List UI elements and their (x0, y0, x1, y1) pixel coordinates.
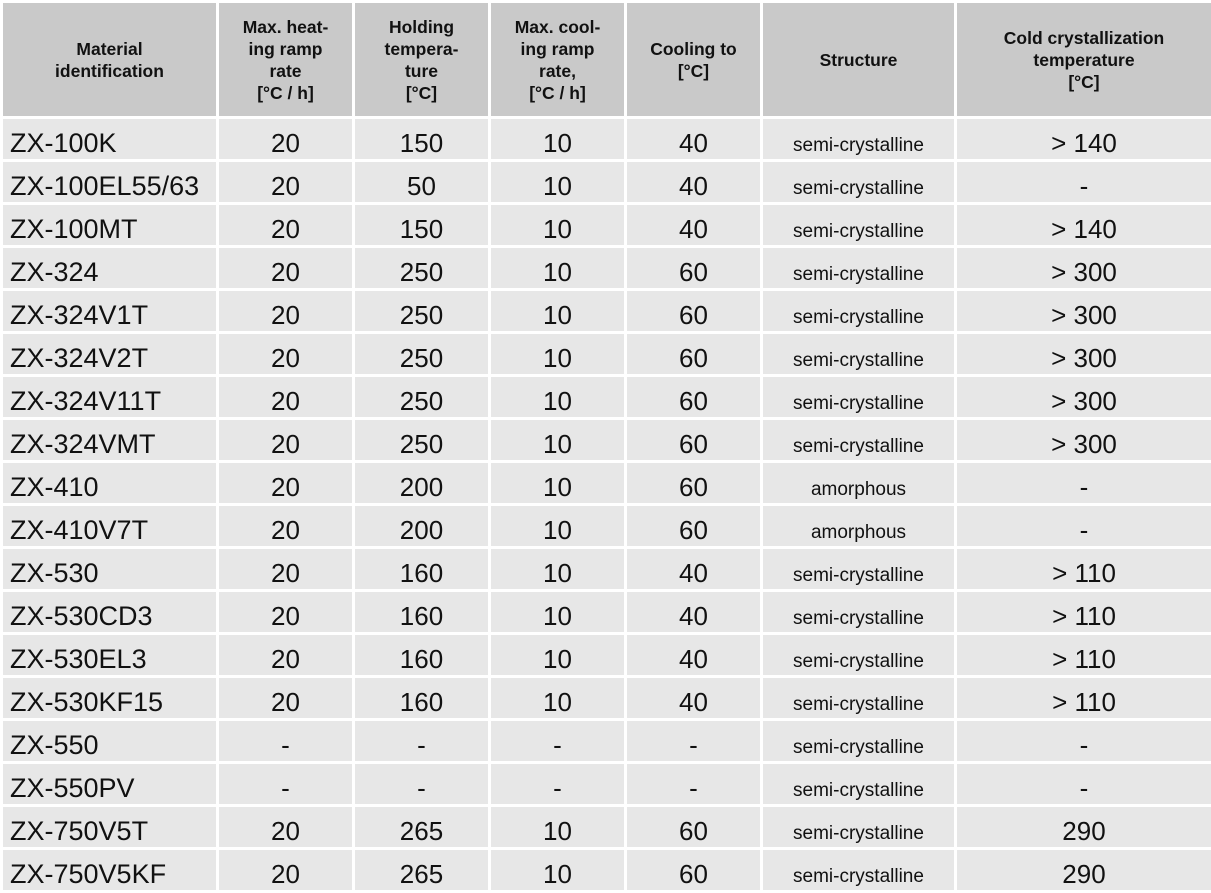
table-row (3, 506, 1211, 546)
table-row (3, 721, 1211, 761)
cooling-ramp-cell: - (491, 764, 624, 804)
heating-ramp-cell: 20 (219, 807, 352, 847)
material-id-cell: ZX-410 (3, 463, 216, 503)
cold-crystallization-cell: > 140 (957, 119, 1211, 159)
cold-crystallization-cell: > 110 (957, 549, 1211, 589)
cold-crystallization-cell: > 300 (957, 377, 1211, 417)
cold-crystallization-cell: - (957, 463, 1211, 503)
header-holding-temperature (355, 3, 488, 116)
table-row (3, 248, 1211, 288)
cooling-to-cell: 40 (627, 162, 760, 202)
holding-temp-cell: 50 (355, 162, 488, 202)
cooling-ramp-cell: 10 (491, 807, 624, 847)
structure-cell: amorphous (763, 506, 954, 546)
header-row (3, 3, 1211, 116)
header-line: Structure (819, 49, 898, 70)
structure-cell: semi-crystalline (763, 334, 954, 374)
cooling-to-cell: 40 (627, 592, 760, 632)
cold-crystallization-cell: - (957, 162, 1211, 202)
material-id-cell: ZX-750V5T (3, 807, 216, 847)
table-row (3, 420, 1211, 460)
cooling-ramp-cell: 10 (491, 162, 624, 202)
structure-cell: semi-crystalline (763, 119, 954, 159)
heating-ramp-cell: 20 (219, 334, 352, 374)
holding-temp-cell: 160 (355, 678, 488, 718)
cooling-ramp-cell: 10 (491, 248, 624, 288)
table-row (3, 119, 1211, 159)
heating-ramp-cell: 20 (219, 119, 352, 159)
material-id-cell: ZX-410V7T (3, 506, 216, 546)
header-line: [°C] (1068, 71, 1100, 92)
structure-cell: semi-crystalline (763, 635, 954, 675)
table-row (3, 291, 1211, 331)
header-line: ing ramp (520, 38, 595, 59)
cooling-ramp-cell: 10 (491, 205, 624, 245)
table-body (3, 119, 1211, 890)
cooling-to-cell: 40 (627, 549, 760, 589)
table-row (3, 850, 1211, 890)
cooling-to-cell: 60 (627, 420, 760, 460)
material-id-cell: ZX-100EL55/63 (3, 162, 216, 202)
cooling-ramp-cell: 10 (491, 592, 624, 632)
cold-crystallization-cell: 290 (957, 850, 1211, 890)
header-line: Max. heat- (242, 16, 329, 37)
structure-cell: semi-crystalline (763, 850, 954, 890)
header-line: identification (55, 60, 164, 81)
cooling-ramp-cell: 10 (491, 377, 624, 417)
cold-crystallization-cell: - (957, 764, 1211, 804)
heating-ramp-cell: 20 (219, 850, 352, 890)
material-id-cell: ZX-324 (3, 248, 216, 288)
structure-cell: semi-crystalline (763, 549, 954, 589)
holding-temp-cell: 250 (355, 377, 488, 417)
table-row (3, 592, 1211, 632)
material-id-cell: ZX-100K (3, 119, 216, 159)
header-line: Cold crystallization (1003, 27, 1165, 48)
heating-ramp-cell: 20 (219, 463, 352, 503)
holding-temp-cell: 160 (355, 549, 488, 589)
header-line: rate, (539, 60, 576, 81)
material-id-cell: ZX-530CD3 (3, 592, 216, 632)
cooling-to-cell: - (627, 764, 760, 804)
heating-ramp-cell: - (219, 721, 352, 761)
structure-cell: semi-crystalline (763, 248, 954, 288)
holding-temp-cell: 250 (355, 420, 488, 460)
cold-crystallization-cell: > 300 (957, 420, 1211, 460)
holding-temp-cell: 160 (355, 635, 488, 675)
cooling-ramp-cell: 10 (491, 549, 624, 589)
cooling-to-cell: 60 (627, 291, 760, 331)
heating-ramp-cell: 20 (219, 377, 352, 417)
cooling-ramp-cell: 10 (491, 291, 624, 331)
header-line: ture (404, 60, 439, 81)
header-max-cooling-ramp-rate (491, 3, 624, 116)
heating-ramp-cell: 20 (219, 291, 352, 331)
cooling-ramp-cell: 10 (491, 678, 624, 718)
cold-crystallization-cell: > 300 (957, 291, 1211, 331)
header-line: temperature (1033, 49, 1135, 70)
table-row (3, 334, 1211, 374)
heating-ramp-cell: 20 (219, 635, 352, 675)
cooling-to-cell: 40 (627, 119, 760, 159)
holding-temp-cell: 250 (355, 248, 488, 288)
holding-temp-cell: 265 (355, 850, 488, 890)
table-row (3, 549, 1211, 589)
material-id-cell: ZX-550PV (3, 764, 216, 804)
cooling-ramp-cell: 10 (491, 420, 624, 460)
header-structure (763, 3, 954, 116)
structure-cell: semi-crystalline (763, 807, 954, 847)
header-line: [°C] (677, 60, 710, 81)
cooling-to-cell: 60 (627, 850, 760, 890)
heating-ramp-cell: 20 (219, 162, 352, 202)
holding-temp-cell: 200 (355, 463, 488, 503)
heating-ramp-cell: 20 (219, 592, 352, 632)
heating-ramp-cell: - (219, 764, 352, 804)
cold-crystallization-cell: > 110 (957, 592, 1211, 632)
cooling-ramp-cell: 10 (491, 463, 624, 503)
holding-temp-cell: 200 (355, 506, 488, 546)
table-row (3, 678, 1211, 718)
table-row (3, 377, 1211, 417)
cooling-ramp-cell: 10 (491, 119, 624, 159)
cooling-ramp-cell: 10 (491, 850, 624, 890)
cooling-ramp-cell: - (491, 721, 624, 761)
header-cold-crystallization-temperature (957, 3, 1211, 116)
structure-cell: semi-crystalline (763, 592, 954, 632)
material-id-cell: ZX-324V11T (3, 377, 216, 417)
header-line: Cooling to (650, 38, 737, 59)
table-row (3, 205, 1211, 245)
holding-temp-cell: 250 (355, 334, 488, 374)
holding-temp-cell: - (355, 764, 488, 804)
heating-ramp-cell: 20 (219, 205, 352, 245)
header-line: [°C / h] (257, 82, 314, 103)
material-id-cell: ZX-750V5KF (3, 850, 216, 890)
cooling-to-cell: 60 (627, 248, 760, 288)
holding-temp-cell: 265 (355, 807, 488, 847)
structure-cell: semi-crystalline (763, 291, 954, 331)
heating-ramp-cell: 20 (219, 420, 352, 460)
material-id-cell: ZX-324VMT (3, 420, 216, 460)
holding-temp-cell: - (355, 721, 488, 761)
table-row (3, 764, 1211, 804)
structure-cell: semi-crystalline (763, 162, 954, 202)
header-line: [°C] (405, 82, 438, 103)
cooling-to-cell: 40 (627, 205, 760, 245)
holding-temp-cell: 250 (355, 291, 488, 331)
material-id-cell: ZX-100MT (3, 205, 216, 245)
cooling-ramp-cell: 10 (491, 334, 624, 374)
cold-crystallization-cell: - (957, 506, 1211, 546)
structure-cell: amorphous (763, 463, 954, 503)
cooling-to-cell: 60 (627, 334, 760, 374)
cooling-to-cell: - (627, 721, 760, 761)
cold-crystallization-cell: > 300 (957, 248, 1211, 288)
cold-crystallization-cell: > 300 (957, 334, 1211, 374)
holding-temp-cell: 150 (355, 119, 488, 159)
cooling-to-cell: 60 (627, 807, 760, 847)
material-id-cell: ZX-530EL3 (3, 635, 216, 675)
structure-cell: semi-crystalline (763, 764, 954, 804)
holding-temp-cell: 160 (355, 592, 488, 632)
material-id-cell: ZX-550 (3, 721, 216, 761)
header-line: tempera- (384, 38, 459, 59)
heating-ramp-cell: 20 (219, 678, 352, 718)
cold-crystallization-cell: > 110 (957, 635, 1211, 675)
cooling-to-cell: 60 (627, 463, 760, 503)
structure-cell: semi-crystalline (763, 420, 954, 460)
header-line: Max. cool- (514, 16, 601, 37)
heating-ramp-cell: 20 (219, 248, 352, 288)
material-id-cell: ZX-530KF15 (3, 678, 216, 718)
header-line: Holding (388, 16, 455, 37)
header-line: rate (269, 60, 302, 81)
table-row (3, 635, 1211, 675)
header-line: Material (76, 38, 143, 59)
table-row (3, 463, 1211, 503)
cooling-ramp-cell: 10 (491, 506, 624, 546)
structure-cell: semi-crystalline (763, 721, 954, 761)
cooling-ramp-cell: 10 (491, 635, 624, 675)
header-material-identification (3, 3, 216, 116)
header-line: ing ramp (248, 38, 323, 59)
cold-crystallization-cell: > 140 (957, 205, 1211, 245)
cold-crystallization-cell: - (957, 721, 1211, 761)
heating-ramp-cell: 20 (219, 549, 352, 589)
cold-crystallization-cell: 290 (957, 807, 1211, 847)
structure-cell: semi-crystalline (763, 678, 954, 718)
header-max-heating-ramp-rate (219, 3, 352, 116)
cold-crystallization-cell: > 110 (957, 678, 1211, 718)
cooling-to-cell: 60 (627, 506, 760, 546)
table-row (3, 807, 1211, 847)
structure-cell: semi-crystalline (763, 377, 954, 417)
structure-cell: semi-crystalline (763, 205, 954, 245)
header-cooling-to (627, 3, 760, 116)
header-line: [°C / h] (529, 82, 586, 103)
holding-temp-cell: 150 (355, 205, 488, 245)
cooling-to-cell: 40 (627, 678, 760, 718)
material-id-cell: ZX-530 (3, 549, 216, 589)
cooling-to-cell: 40 (627, 635, 760, 675)
material-id-cell: ZX-324V2T (3, 334, 216, 374)
table-row (3, 162, 1211, 202)
cooling-to-cell: 60 (627, 377, 760, 417)
material-id-cell: ZX-324V1T (3, 291, 216, 331)
heating-ramp-cell: 20 (219, 506, 352, 546)
